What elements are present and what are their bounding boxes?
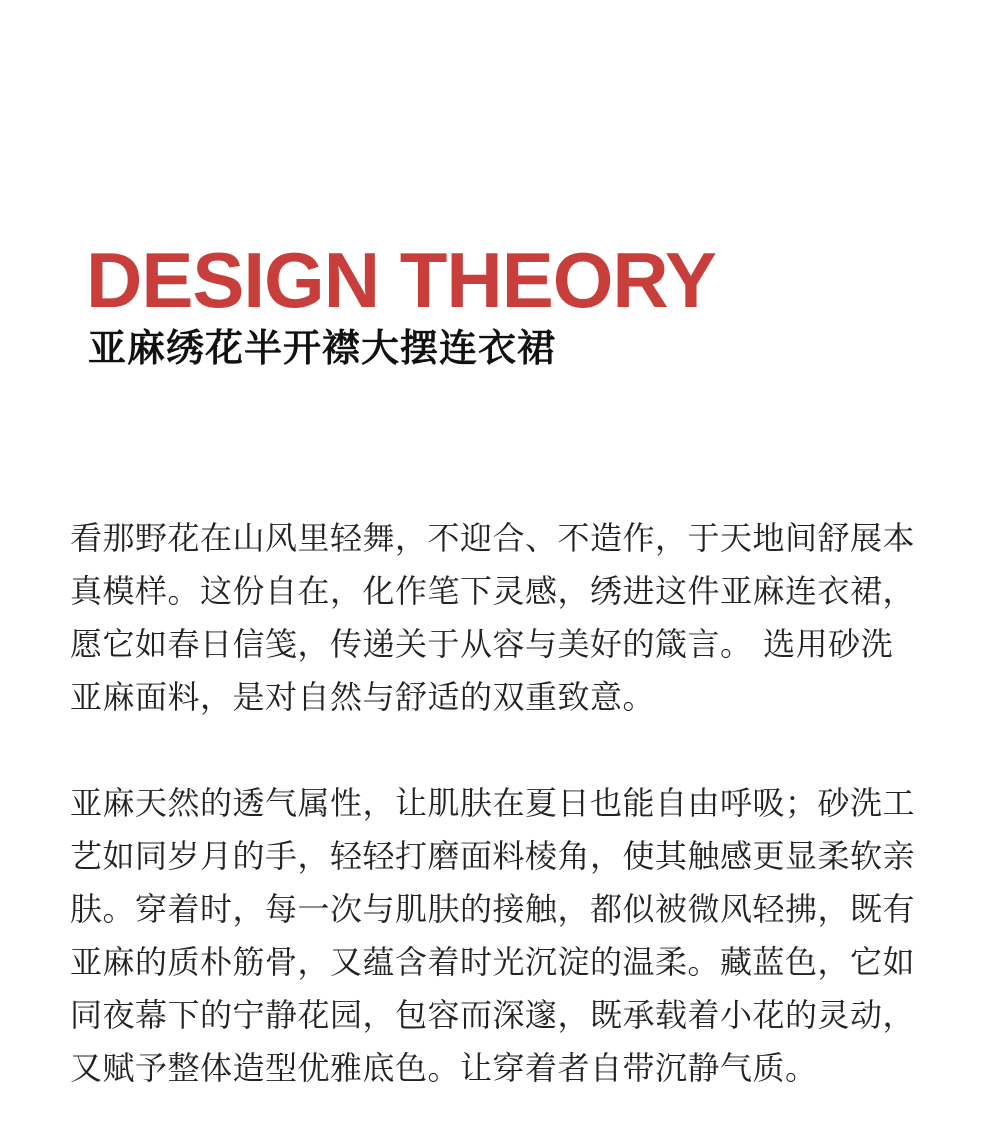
paragraph-2: 亚麻天然的透气属性，让肌肤在夏日也能自由呼吸；砂洗工艺如同岁月的手，轻轻打磨面料棱角，使其触感更显柔软亲肤。穿着时，每一次与肌肤的接触，都似被微风轻拂，既有亚麻的质朴筋骨，又蕴含着时光沉淀的温柔。藏蓝色，它如同夜幕下的宁静花园，包容而深邃，既承载着小花的灵动，又赋予整体造型优雅底色。让穿着者自带沉静气质。 [70, 784, 916, 1087]
description [70, 512, 920, 1095]
paragraph-1: 看那野花在山风里轻舞，不迎合、不造作，于天地间舒展本真模样。这份自在，化作笔下灵感，绣进这件亚麻连衣裙，愿它如春日信笺，传递关于从容与美好的箴言。 选用砂洗亚麻面料，是对自然与舒适的双重致意。 [70, 519, 916, 716]
english-title: DESIGN THEORY [86, 236, 716, 324]
chinese-title: 亚麻绣花半开襟大摆连衣裙 [88, 326, 557, 370]
header [86, 236, 716, 370]
